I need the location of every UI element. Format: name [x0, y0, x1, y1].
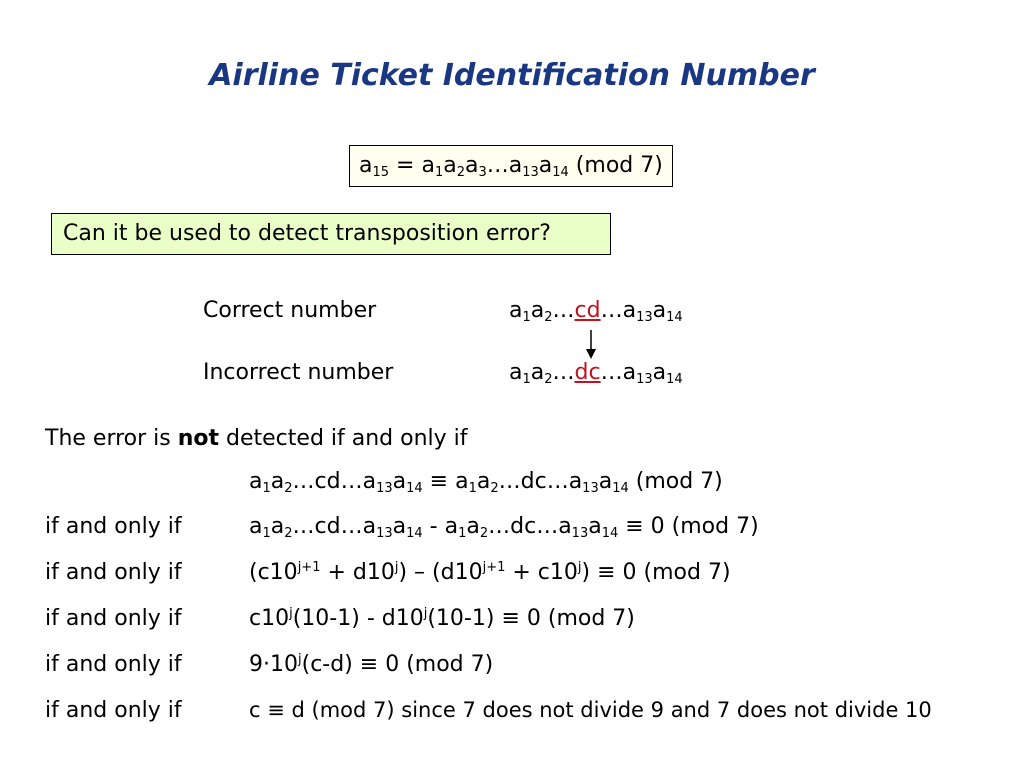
- iff-label-3: if and only if: [45, 606, 182, 631]
- iff-label-4: if and only if: [45, 652, 182, 677]
- derivation-line-2: $a_1a_2\dots cd\dots a_{13}a_{14}$ - $a_1a_2\dots dc\dots a_{13}a_{14} \equiv 0$ (mod 7): [249, 514, 759, 541]
- correct-digits: cd: [574, 298, 601, 323]
- incorrect-number-expression: $a_1a_2\dots dc\dots a_{13}a_{14}$: [509, 360, 683, 387]
- derivation-line-5: $9\cdot 10^j(c-d) \equiv 0$ (mod 7): [249, 652, 494, 677]
- incorrect-digits: dc: [574, 360, 601, 385]
- slide-title: Airline Ticket Identification Number: [209, 58, 815, 93]
- derivation-line-1: $a_1a_2\dots cd\dots a_{13}a_{14}$ ≡ $a_1a_2\dots dc\dots a_{13}a_{14}$ (mod 7): [249, 469, 723, 496]
- iff-label-1: if and only if: [45, 514, 182, 539]
- derivation-line-4: c10$^j$(10-1) - d10$^j$(10-1) ≡ 0 (mod 7): [249, 606, 635, 631]
- checksum-formula-box: $a_{15}$ = $a_1a_2a_3\dots a_{13}a_{14}$ (mod 7): [349, 145, 673, 187]
- correct-number-expression: $a_1a_2\dots cd\dots a_{13}a_{14}$: [509, 298, 683, 325]
- derivation-line-6: c ≡ d (mod 7) since 7 does not divide 9 and 7 does not divide 10: [249, 698, 932, 722]
- derivation-intro: The error is not detected if and only if: [45, 426, 468, 451]
- question-box: Can it be used to detect transposition error?: [51, 213, 611, 255]
- correct-number-label: Correct number: [203, 298, 377, 323]
- iff-label-2: if and only if: [45, 560, 182, 585]
- iff-label-5: if and only if: [45, 698, 182, 723]
- incorrect-number-label: Incorrect number: [203, 360, 394, 385]
- down-arrow-icon: [583, 330, 599, 360]
- derivation-line-3: $(c10^{j+1} + d10^j) - (d10^{j+1} + c10^j) \equiv 0$ (mod 7): [249, 560, 731, 585]
